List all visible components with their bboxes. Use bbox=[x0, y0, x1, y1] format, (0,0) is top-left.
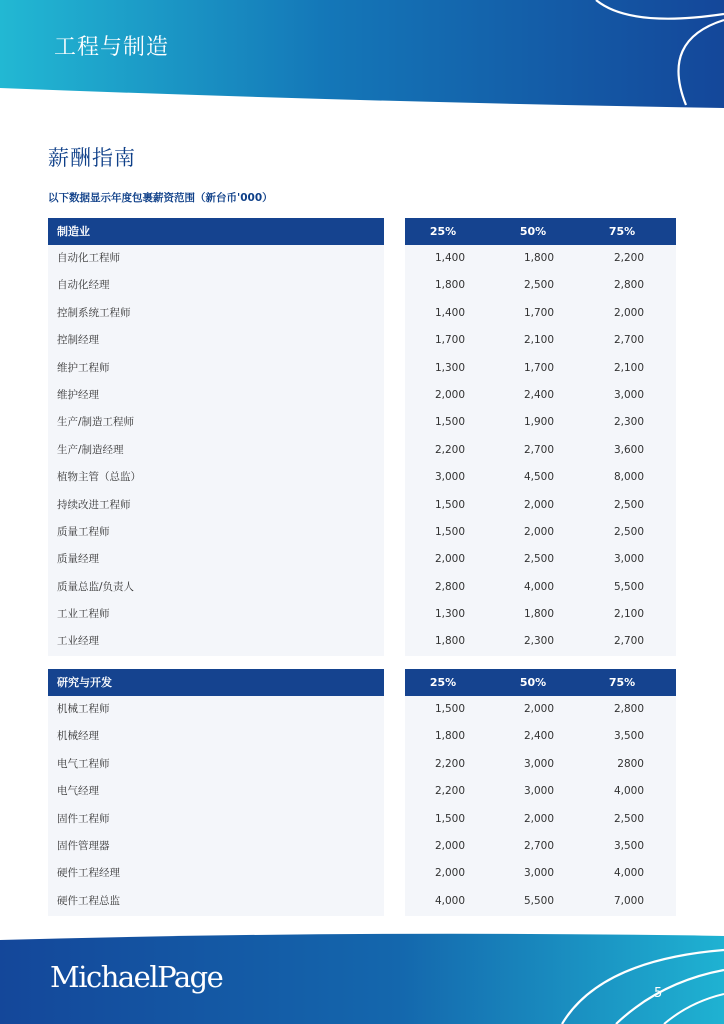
table-row bbox=[48, 382, 676, 409]
table-row bbox=[48, 300, 676, 327]
role-label: 持续改进工程师 bbox=[57, 498, 131, 511]
value-p50: 4,000 bbox=[523, 580, 554, 593]
role-label: 质量经理 bbox=[57, 553, 99, 566]
value-p75: 3,000 bbox=[613, 388, 644, 401]
table-row bbox=[48, 464, 676, 491]
percentile-50-header: 50% bbox=[519, 676, 547, 689]
value-p25: 1,400 bbox=[434, 306, 465, 319]
value-p25: 1,500 bbox=[434, 416, 465, 429]
value-p25: 1,500 bbox=[434, 498, 465, 511]
role-label: 植物主管（总监） bbox=[57, 471, 141, 484]
value-p25: 1,800 bbox=[434, 279, 465, 292]
category-header: 制造业 bbox=[48, 218, 384, 245]
value-p25: 2,000 bbox=[434, 388, 465, 401]
table-row bbox=[48, 437, 676, 464]
value-p25: 2,800 bbox=[434, 580, 465, 593]
role-label: 电气工程师 bbox=[57, 757, 110, 770]
value-p50: 3,000 bbox=[523, 757, 554, 770]
role-label: 维护经理 bbox=[57, 388, 99, 401]
table-row bbox=[48, 327, 676, 354]
value-p50: 4,500 bbox=[523, 471, 554, 484]
category-header: 研究与开发 bbox=[48, 669, 384, 696]
page-title: 薪酬指南 bbox=[48, 146, 136, 170]
table-caption: 以下数据显示年度包裹薪资范围（新台币'000） bbox=[48, 192, 273, 204]
value-p50: 2,500 bbox=[523, 279, 554, 292]
value-p25: 2,000 bbox=[434, 839, 465, 852]
table-row bbox=[48, 409, 676, 436]
value-p75: 2800 bbox=[617, 757, 644, 770]
table-row bbox=[48, 574, 676, 601]
role-label: 控制系统工程师 bbox=[57, 306, 131, 319]
value-p25: 1,500 bbox=[434, 525, 465, 538]
table-body bbox=[48, 245, 676, 656]
value-p25: 2,000 bbox=[434, 867, 465, 880]
value-p25: 1,500 bbox=[434, 812, 465, 825]
michael-page-logo: MichaelPage bbox=[50, 960, 223, 994]
percentile-header bbox=[405, 218, 676, 245]
value-p50: 2,700 bbox=[523, 443, 554, 456]
value-p25: 2,200 bbox=[434, 785, 465, 798]
role-label: 生产/制造经理 bbox=[57, 443, 124, 456]
value-p75: 2,800 bbox=[613, 703, 644, 715]
value-p50: 1,800 bbox=[523, 252, 554, 264]
table-row bbox=[48, 806, 676, 833]
table-row bbox=[48, 778, 676, 805]
percentile-50-header: 50% bbox=[519, 225, 547, 238]
page-number: 5 bbox=[654, 986, 663, 1001]
value-p50: 2,000 bbox=[523, 498, 554, 511]
table-body bbox=[48, 696, 676, 915]
value-p25: 2,000 bbox=[434, 553, 465, 566]
value-p50: 2,000 bbox=[523, 525, 554, 538]
table-row bbox=[48, 601, 676, 628]
table-row bbox=[48, 696, 676, 723]
role-label: 机械经理 bbox=[57, 730, 99, 743]
value-p75: 2,100 bbox=[613, 361, 644, 374]
role-label: 自动化经理 bbox=[57, 279, 110, 292]
table-row bbox=[48, 833, 676, 860]
value-p50: 2,000 bbox=[523, 812, 554, 825]
value-p75: 2,000 bbox=[613, 306, 644, 319]
table-row bbox=[48, 519, 676, 546]
value-p25: 2,200 bbox=[434, 443, 465, 456]
value-p25: 1,300 bbox=[434, 608, 465, 621]
value-p75: 2,300 bbox=[613, 416, 644, 429]
value-p25: 1,800 bbox=[434, 730, 465, 743]
value-p25: 2,200 bbox=[434, 757, 465, 770]
role-label: 质量总监/负责人 bbox=[57, 580, 135, 593]
value-p25: 4,000 bbox=[434, 894, 465, 907]
table-row bbox=[48, 272, 676, 299]
role-label: 维护工程师 bbox=[57, 361, 110, 374]
value-p25: 3,000 bbox=[434, 471, 465, 484]
salary-table-manufacturing bbox=[48, 218, 676, 656]
value-p75: 4,000 bbox=[613, 867, 644, 880]
value-p50: 2,400 bbox=[523, 730, 554, 743]
table-row bbox=[48, 751, 676, 778]
value-p75: 2,500 bbox=[613, 812, 644, 825]
value-p75: 5,500 bbox=[613, 580, 644, 593]
role-label: 控制经理 bbox=[57, 334, 99, 347]
value-p75: 4,000 bbox=[613, 785, 644, 798]
role-label: 自动化工程师 bbox=[57, 252, 120, 264]
role-label: 电气经理 bbox=[57, 785, 99, 798]
value-p75: 2,100 bbox=[613, 608, 644, 621]
role-label: 质量工程师 bbox=[57, 525, 110, 538]
value-p50: 5,500 bbox=[523, 894, 554, 907]
table-row bbox=[48, 888, 676, 915]
role-label: 硬件工程总监 bbox=[57, 894, 120, 907]
value-p50: 3,000 bbox=[523, 867, 554, 880]
role-label: 工业工程师 bbox=[57, 608, 110, 621]
value-p75: 2,700 bbox=[613, 635, 644, 648]
value-p75: 8,000 bbox=[613, 471, 644, 484]
value-p25: 1,300 bbox=[434, 361, 465, 374]
value-p50: 1,800 bbox=[523, 608, 554, 621]
role-label: 工业经理 bbox=[57, 635, 99, 648]
value-p50: 2,700 bbox=[523, 839, 554, 852]
value-p25: 1,800 bbox=[434, 635, 465, 648]
value-p75: 2,800 bbox=[613, 279, 644, 292]
percentile-75-header: 75% bbox=[608, 225, 636, 238]
table-header bbox=[48, 218, 676, 245]
value-p25: 1,700 bbox=[434, 334, 465, 347]
percentile-header bbox=[405, 669, 676, 696]
value-p75: 7,000 bbox=[613, 894, 644, 907]
role-label: 生产/制造工程师 bbox=[57, 416, 135, 429]
value-p50: 1,700 bbox=[523, 361, 554, 374]
section-title: 工程与制造 bbox=[54, 35, 170, 60]
value-p75: 2,500 bbox=[613, 525, 644, 538]
table-row bbox=[48, 860, 676, 887]
value-p25: 1,400 bbox=[434, 252, 465, 264]
role-label: 固件管理器 bbox=[57, 839, 110, 852]
table-row bbox=[48, 723, 676, 750]
table-row bbox=[48, 492, 676, 519]
value-p50: 1,700 bbox=[523, 306, 554, 319]
percentile-25-header: 25% bbox=[429, 676, 457, 689]
table-header bbox=[48, 669, 676, 696]
table-row bbox=[48, 546, 676, 573]
value-p75: 2,200 bbox=[613, 252, 644, 264]
value-p75: 3,500 bbox=[613, 839, 644, 852]
value-p75: 2,500 bbox=[613, 498, 644, 511]
value-p25: 1,500 bbox=[434, 703, 465, 715]
value-p50: 2,000 bbox=[523, 703, 554, 715]
table-row bbox=[48, 355, 676, 382]
role-label: 硬件工程经理 bbox=[57, 867, 120, 880]
value-p50: 2,300 bbox=[523, 635, 554, 648]
value-p75: 2,700 bbox=[613, 334, 644, 347]
table-row bbox=[48, 245, 676, 272]
salary-table-rnd bbox=[48, 669, 676, 915]
percentile-25-header: 25% bbox=[429, 225, 457, 238]
value-p75: 3,500 bbox=[613, 730, 644, 743]
value-p50: 1,900 bbox=[523, 416, 554, 429]
value-p50: 2,100 bbox=[523, 334, 554, 347]
role-label: 机械工程师 bbox=[57, 703, 110, 715]
value-p50: 2,500 bbox=[523, 553, 554, 566]
role-label: 固件工程师 bbox=[57, 812, 110, 825]
value-p75: 3,000 bbox=[613, 553, 644, 566]
table-row bbox=[48, 628, 676, 655]
value-p75: 3,600 bbox=[613, 443, 644, 456]
percentile-75-header: 75% bbox=[608, 676, 636, 689]
value-p50: 2,400 bbox=[523, 388, 554, 401]
value-p50: 3,000 bbox=[523, 785, 554, 798]
